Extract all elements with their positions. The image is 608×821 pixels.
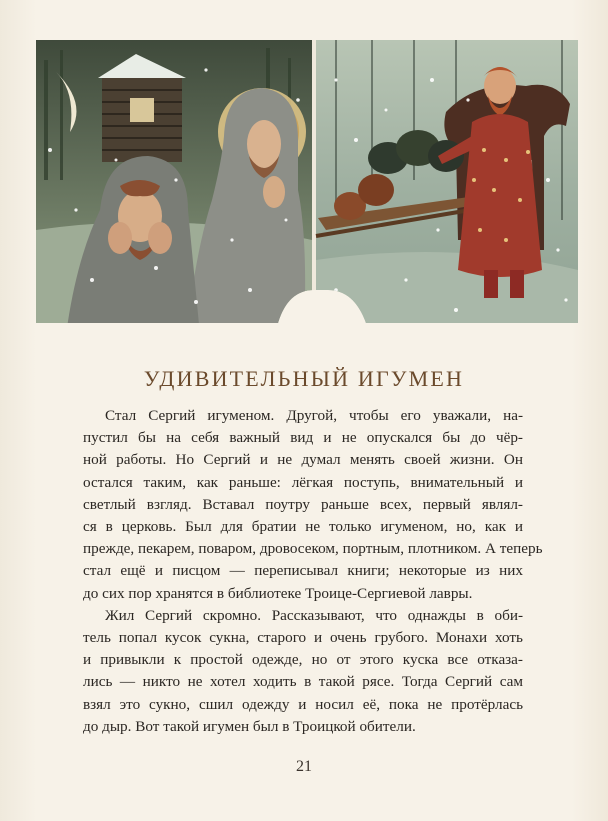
text-line: ся в церковь. Был для братии не только игуменом, но, как и <box>83 518 523 536</box>
text-line: светлый взгляд. Вставал поутру раньше всех, первый являл- <box>83 495 523 513</box>
text-line: и привыкли к простой одежде, но от этого куска все отказа- <box>83 651 523 669</box>
text-line: остался таким, как раньше: лёгкая поступь, внимательный и <box>83 473 523 491</box>
text-line: Стал Сергий игуменом. Другой, чтобы его уважали, на- <box>105 407 523 424</box>
text-line: до сих пор хранятся в библиотеке Троице-Сергиевой лавры. <box>83 584 473 602</box>
text-line: до дыр. Вот такой игумен был в Троицкой обители. <box>83 717 416 735</box>
text-line: тель попал кусок сукна, старого и очень грубого. Монахи хоть <box>83 629 523 647</box>
text-line: пустил бы на себя важный вид и не опускался бы до чёр- <box>83 429 523 447</box>
page-number: 21 <box>296 758 312 775</box>
text-line: прежде, пекарем, поваром, дровосеком, портным, плотником. А теперь <box>83 540 543 558</box>
body-text <box>83 405 543 738</box>
illustration <box>36 40 578 335</box>
text-line: Жил Сергий скромно. Рассказывают, что однажды в оби- <box>105 606 523 624</box>
text-line: взял это сукно, сшил одежду и носил её, пока не протёрлась <box>83 695 523 713</box>
text-line: лись — никто не хотел ходить в такой рясе. Тогда Сергий сам <box>83 673 523 691</box>
text-line: ной работы. Но Сергий и не думал менять своей жизни. Он <box>83 451 523 469</box>
chapter-title: УДИВИТЕЛЬНЫЙ ИГУМЕН <box>143 366 465 391</box>
text-line: стал ещё и писцом — переписывал книги; некоторые из них <box>83 562 523 580</box>
